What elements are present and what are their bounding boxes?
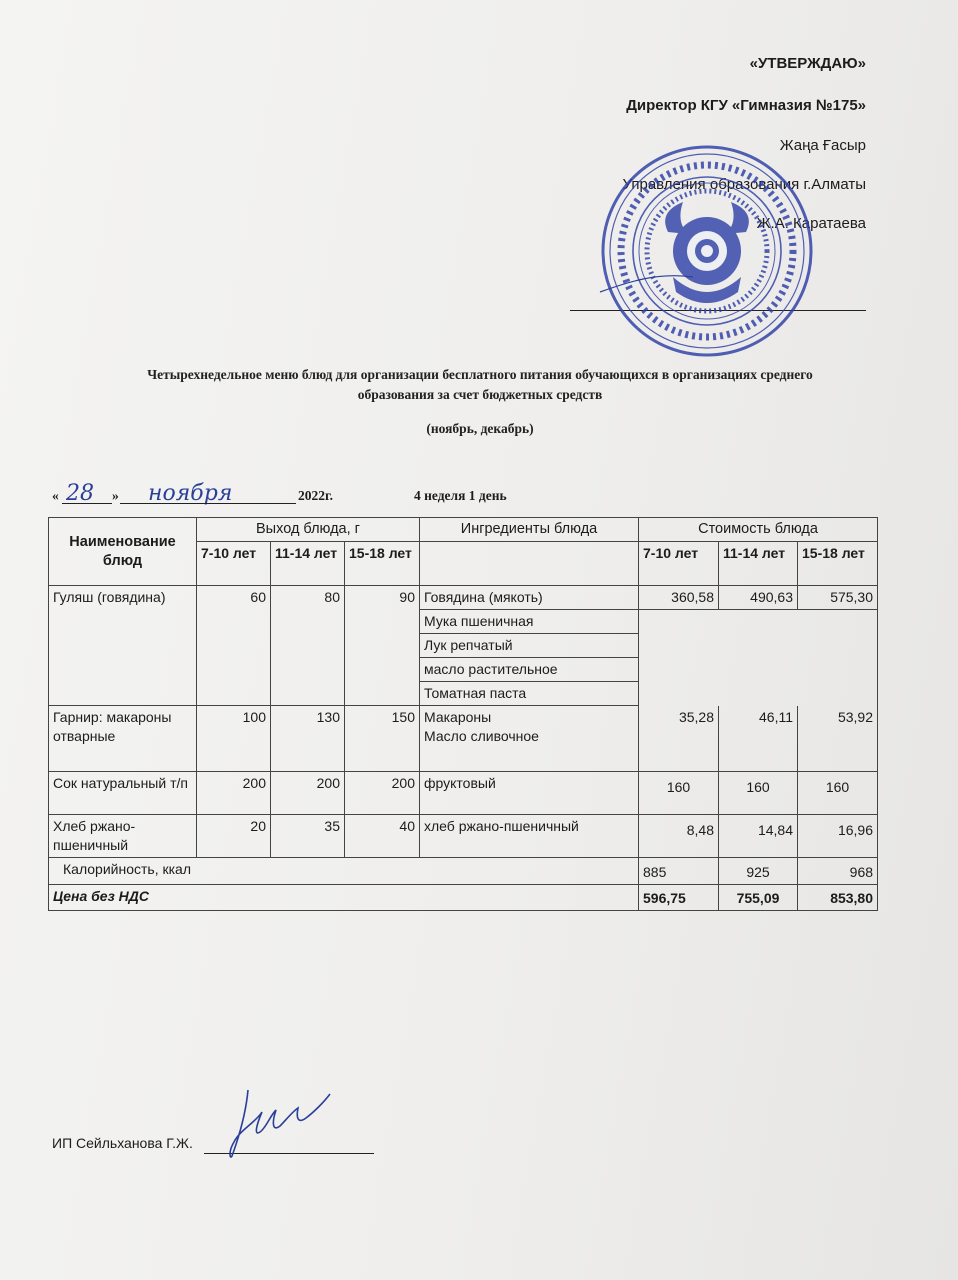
output-15-18: 200 [345,772,420,815]
calories-row [49,858,878,885]
ingredient: хлеб ржано-пшеничный [420,815,639,858]
price-11-14: 755,09 [719,885,798,911]
cost-15-18: 160 [798,772,878,815]
approval-school-name: Жаңа Ғасыр [779,137,866,154]
table-row [49,815,878,858]
menu-table [48,517,878,911]
header-output-age-11-14: 11-14 лет [271,542,345,586]
calories-15-18: 968 [798,858,878,885]
official-seal-stamp [598,142,816,360]
menu-period: (ноябрь, декабрь) [426,421,534,436]
ingredient: Лук репчатый [420,634,639,658]
ingredient: Томатная паста [420,682,639,706]
date-close-quote: » [112,488,119,503]
header-ingredients: Ингредиенты блюда [420,518,639,542]
output-15-18: 90 [345,586,420,706]
footer-signer: ИП Сейльханова Г.Ж. [52,1135,193,1151]
cost-15-18: 16,96 [798,815,878,858]
dish-name: Гуляш (говядина) [49,586,197,706]
header-ingredients-empty [420,542,639,586]
header-output-age-15-18: 15-18 лет [345,542,420,586]
calories-7-10: 885 [639,858,719,885]
cost-11-14: 46,11 [719,706,798,772]
output-7-10: 60 [197,586,271,706]
output-11-14: 35 [271,815,345,858]
output-15-18: 40 [345,815,420,858]
menu-title-line2: образования за счет бюджетных средств [357,387,603,402]
output-7-10: 20 [197,815,271,858]
cost-7-10: 160 [639,772,719,815]
output-7-10: 200 [197,772,271,815]
dish-name: Хлеб ржано-пшеничный [49,815,197,858]
date-day-handwritten: 28 [66,481,94,506]
table-row [49,706,878,772]
cost-7-10: 8,48 [639,815,719,858]
cost-11-14: 490,63 [719,586,798,610]
output-11-14: 130 [271,706,345,772]
output-11-14: 200 [271,772,345,815]
price-7-10: 596,75 [639,885,719,911]
price-row [49,885,878,911]
table-row [49,586,878,610]
dish-name: Гарнир: макароны отварные [49,706,197,772]
menu-title-line1: Четырехнедельное меню блюд для организации бесплатного питания обучающихся в организациях среднего [147,367,813,382]
ingredient: Мука пшеничная [420,610,639,634]
header-cost-age-15-18: 15-18 лет [798,542,878,586]
cost-15-18: 53,92 [798,706,878,772]
header-cost-age-7-10: 7-10 лет [639,542,719,586]
ingredient: масло растительное [420,658,639,682]
cost-7-10: 360,58 [639,586,719,610]
dish-name: Сок натуральный т/п [49,772,197,815]
output-7-10: 100 [197,706,271,772]
cost-blank [639,610,878,706]
approval-position: Директор КГУ «Гимназия №175» [626,97,866,114]
header-dish: Наименование блюд [49,518,197,586]
handwritten-signature [226,1082,346,1162]
ingredient: Говядина (мякоть) [420,586,639,610]
cost-11-14: 14,84 [719,815,798,858]
ingredient: фруктовый [420,772,639,815]
price-label: Цена без НДС [49,885,639,911]
calories-label: Калорийность, ккал [49,858,639,885]
output-15-18: 150 [345,706,420,772]
table-row [49,772,878,815]
date-month-handwritten: ноября [148,481,233,506]
calories-11-14: 925 [719,858,798,885]
cost-15-18: 575,30 [798,586,878,610]
price-15-18: 853,80 [798,885,878,911]
ingredient-cell [420,706,639,772]
header-output-age-7-10: 7-10 лет [197,542,271,586]
cost-7-10: 35,28 [639,706,719,772]
header-cost: Стоимость блюда [639,518,878,542]
date-month-underline [120,503,296,504]
date-year: 2022г. [298,488,333,503]
date-day-underline [62,503,112,504]
output-11-14: 80 [271,586,345,706]
week-day-label: 4 неделя 1 день [414,488,507,503]
ingredient: Масло сливочное [424,728,539,744]
date-line [52,482,652,510]
approval-heading: «УТВЕРЖДАЮ» [749,55,866,72]
header-cost-age-11-14: 11-14 лет [719,542,798,586]
date-open-quote: « [52,488,59,503]
cost-11-14: 160 [719,772,798,815]
approval-department: Управления образования г.Алматы [622,176,866,193]
header-output: Выход блюда, г [197,518,420,542]
approval-signer: Ж.А. Каратаева [756,215,866,232]
ingredient: Макароны [424,709,492,725]
